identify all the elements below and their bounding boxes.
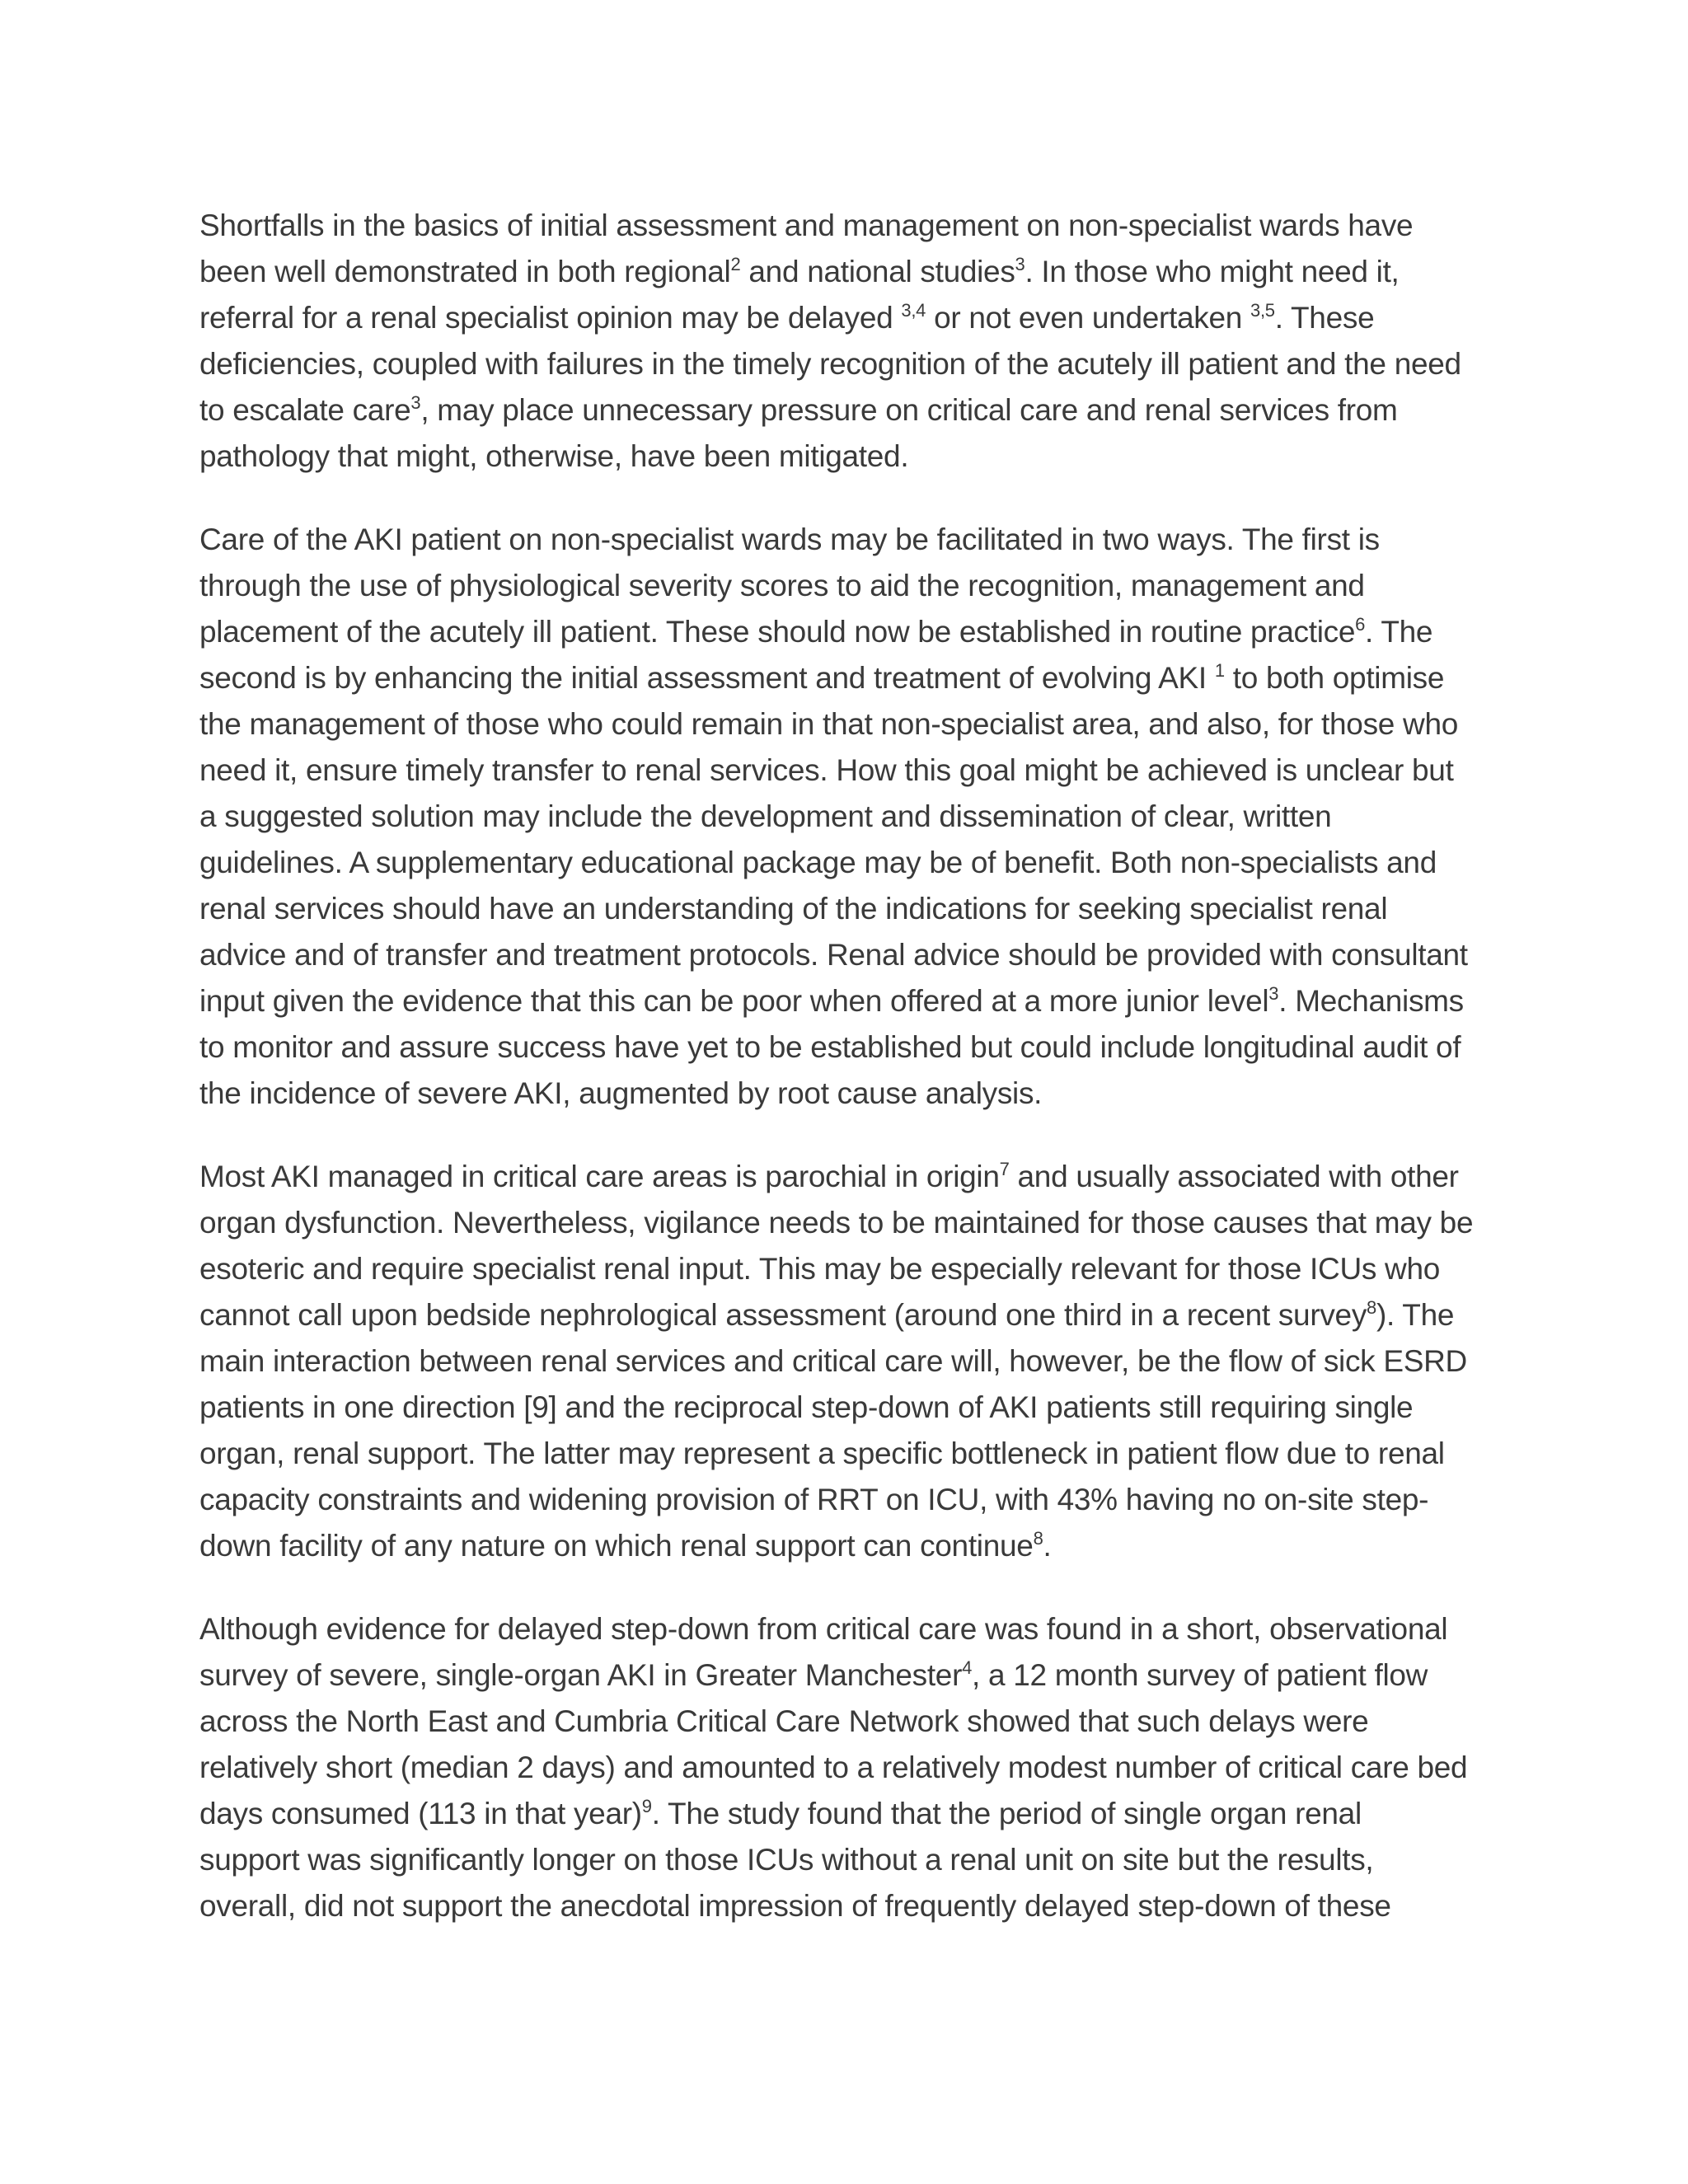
text-line bbox=[199, 1338, 1502, 1385]
text-segment: . Mechanisms bbox=[1278, 984, 1464, 1018]
text-segment: guidelines. A supplementary educational package may be of benefit. Both non-specialists and bbox=[199, 846, 1437, 879]
text-line bbox=[199, 341, 1502, 387]
text-segment: to monitor and assure success have yet to be established but could include longitudinal audit of bbox=[199, 1030, 1461, 1064]
text-segment: main interaction between renal services and critical care will, however, be the flow of sick ESRD bbox=[199, 1344, 1467, 1378]
paragraph bbox=[199, 1606, 1502, 1929]
text-segment: , a 12 month survey of patient flow bbox=[972, 1658, 1428, 1692]
text-line bbox=[199, 1699, 1502, 1745]
citation-superscript: 7 bbox=[999, 1159, 1010, 1179]
text-line bbox=[199, 1523, 1502, 1569]
text-segment: patients in one direction [9] and the reciprocal step-down of AKI patients still requiring single bbox=[199, 1390, 1414, 1424]
text-segment: . In those who might need it, bbox=[1025, 255, 1400, 288]
text-line bbox=[199, 932, 1502, 978]
text-segment: need it, ensure timely transfer to renal services. How this goal might be achieved is unclear but bbox=[199, 753, 1454, 787]
text-line bbox=[199, 1477, 1502, 1523]
text-segment: or not even undertaken bbox=[926, 301, 1251, 335]
citation-superscript: 3 bbox=[1268, 983, 1279, 1004]
text-segment: through the use of physiological severity scores to aid the recognition, management and bbox=[199, 569, 1365, 602]
text-segment: organ dysfunction. Nevertheless, vigilance needs to be maintained for those causes that may be bbox=[199, 1206, 1474, 1240]
text-line bbox=[199, 387, 1502, 434]
text-segment: to escalate care bbox=[199, 393, 411, 427]
text-line bbox=[199, 1791, 1502, 1837]
citation-superscript: 1 bbox=[1214, 660, 1225, 681]
text-line bbox=[199, 517, 1502, 563]
text-line bbox=[199, 1745, 1502, 1791]
text-segment: pathology that might, otherwise, have been mitigated. bbox=[199, 439, 909, 473]
text-segment: organ, renal support. The latter may represent a specific bottleneck in patient flow due to renal bbox=[199, 1436, 1445, 1470]
text-segment: deficiencies, coupled with failures in the timely recognition of the acutely ill patient and the need bbox=[199, 347, 1461, 381]
text-segment: . These bbox=[1274, 301, 1375, 335]
text-segment: a suggested solution may include the development and dissemination of clear, written bbox=[199, 799, 1332, 833]
text-segment: been well demonstrated in both regional bbox=[199, 255, 731, 288]
text-line bbox=[199, 609, 1502, 655]
citation-superscript: 4 bbox=[962, 1657, 973, 1678]
text-line bbox=[199, 203, 1502, 249]
paragraph bbox=[199, 517, 1502, 1117]
citation-superscript: 3 bbox=[1015, 254, 1025, 274]
citation-superscript: 3,4 bbox=[901, 300, 926, 321]
document-body bbox=[199, 203, 1502, 1966]
text-segment: cannot call upon bedside nephrological assessment (around one third in a recent survey bbox=[199, 1298, 1367, 1332]
text-segment: across the North East and Cumbria Critical Care Network showed that such delays were bbox=[199, 1704, 1369, 1738]
text-segment: the incidence of severe AKI, augmented by root cause analysis. bbox=[199, 1076, 1043, 1110]
text-line bbox=[199, 1246, 1502, 1292]
text-line bbox=[199, 1200, 1502, 1246]
text-line bbox=[199, 1837, 1502, 1883]
text-segment: , may place unnecessary pressure on critical care and renal services from bbox=[420, 393, 1398, 427]
text-segment: relatively short (median 2 days) and amounted to a relatively modest number of critical care bed bbox=[199, 1750, 1468, 1784]
text-segment: support was significantly longer on those ICUs without a renal unit on site but the results, bbox=[199, 1843, 1374, 1877]
text-segment: renal services should have an understanding of the indications for seeking specialist renal bbox=[199, 892, 1388, 926]
text-line bbox=[199, 655, 1502, 701]
text-segment: input given the evidence that this can be poor when offered at a more junior level bbox=[199, 984, 1269, 1018]
text-line bbox=[199, 1024, 1502, 1071]
text-segment: days consumed (113 in that year) bbox=[199, 1797, 642, 1830]
citation-superscript: 8 bbox=[1367, 1297, 1376, 1318]
text-segment: Shortfalls in the basics of initial assessment and management on non-specialist wards have bbox=[199, 209, 1414, 242]
text-line bbox=[199, 563, 1502, 609]
paragraph bbox=[199, 203, 1502, 480]
text-line bbox=[199, 1652, 1502, 1699]
text-segment: survey of severe, single-organ AKI in Greater Manchester bbox=[199, 1658, 963, 1692]
text-segment: the management of those who could remain in that non-specialist area, and also, for those who bbox=[199, 707, 1459, 741]
text-segment: Most AKI managed in critical care areas is parochial in origin bbox=[199, 1160, 1000, 1193]
citation-superscript: 2 bbox=[730, 254, 741, 274]
text-segment: Care of the AKI patient on non-specialist wards may be facilitated in two ways. The first is bbox=[199, 523, 1380, 556]
text-segment: second is by enhancing the initial assessment and treatment of evolving AKI bbox=[199, 661, 1215, 695]
text-line bbox=[199, 886, 1502, 932]
text-segment: ). The bbox=[1376, 1298, 1455, 1332]
text-line bbox=[199, 794, 1502, 840]
text-line bbox=[199, 295, 1502, 341]
text-segment: overall, did not support the anecdotal impression of frequently delayed step-down of these bbox=[199, 1889, 1391, 1923]
citation-superscript: 8 bbox=[1033, 1528, 1043, 1549]
text-line bbox=[199, 1154, 1502, 1200]
text-line bbox=[199, 840, 1502, 886]
text-line bbox=[199, 1883, 1502, 1929]
text-segment: and national studies bbox=[740, 255, 1015, 288]
text-line bbox=[199, 249, 1502, 295]
text-segment: . The study found that the period of single organ renal bbox=[651, 1797, 1362, 1830]
text-segment: advice and of transfer and treatment protocols. Renal advice should be provided with consultant bbox=[199, 938, 1468, 972]
citation-superscript: 9 bbox=[641, 1796, 652, 1816]
text-segment: . bbox=[1043, 1529, 1052, 1563]
text-segment: placement of the acutely ill patient. These should now be established in routine practice bbox=[199, 615, 1356, 649]
text-line bbox=[199, 1071, 1502, 1117]
text-segment: and usually associated with other bbox=[1009, 1160, 1459, 1193]
text-segment: to both optimise bbox=[1224, 661, 1445, 695]
text-line bbox=[199, 748, 1502, 794]
text-line bbox=[199, 1431, 1502, 1477]
text-line bbox=[199, 978, 1502, 1024]
text-segment: down facility of any nature on which renal support can continue bbox=[199, 1529, 1034, 1563]
paragraph bbox=[199, 1154, 1502, 1569]
text-segment: referral for a renal specialist opinion may be delayed bbox=[199, 301, 902, 335]
text-segment: capacity constraints and widening provision of RRT on ICU, with 43% having no on-site step- bbox=[199, 1483, 1429, 1516]
text-segment: Although evidence for delayed step-down from critical care was found in a short, observational bbox=[199, 1612, 1448, 1646]
text-line bbox=[199, 1292, 1502, 1338]
text-line bbox=[199, 1385, 1502, 1431]
text-line bbox=[199, 1606, 1502, 1652]
text-segment: esoteric and require specialist renal input. This may be especially relevant for those ICUs who bbox=[199, 1252, 1441, 1286]
text-line bbox=[199, 434, 1502, 480]
citation-superscript: 6 bbox=[1355, 614, 1366, 635]
citation-superscript: 3,5 bbox=[1250, 300, 1275, 321]
text-line bbox=[199, 701, 1502, 748]
citation-superscript: 3 bbox=[410, 392, 421, 413]
text-segment: . The bbox=[1365, 615, 1433, 649]
